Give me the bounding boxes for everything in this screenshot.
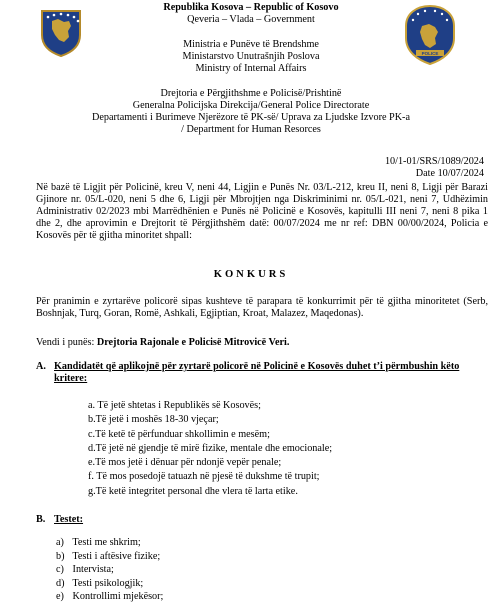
list-letter: a) xyxy=(56,537,64,548)
list-letter: c) xyxy=(56,564,64,576)
workplace-value: Drejtoria Rajonale e Policisë Mitrovicë Veri. xyxy=(96,337,290,348)
list-letter: b) xyxy=(56,550,65,562)
list-text: Kontrollimi mjekësor; xyxy=(72,591,164,603)
list-item xyxy=(56,590,163,604)
directorate-block xyxy=(60,88,442,136)
section-a-heading xyxy=(36,361,476,385)
directorate-line-1: Drejtoria e Përgjithshme e Policisë/Prishtinë xyxy=(160,88,342,99)
directorate-line-3: Departamenti i Burimeve Njerëzore të PK-së/ Uprava za Ljudske Izvore PK-a xyxy=(92,112,410,123)
list-text: Testi me shkrim; xyxy=(72,537,141,548)
intro-paragraph: Në bazë të Ligjit për Policinë, kreu V, neni 44, Ligjin e Punës Nr. 03/L-212, kreu II, neni 8, Ligji për Barazi Gjinore nr. 05/L-020, neni 5 dhe 6, Ligji për Mbrojtjen nga Diskriminimi nr. 05/L-021, neni 7, Udhëzimin Administrativ 02/2023 mbi Marrëdhënien e Punës në Policinë e Kosovës, kapitulli III neni 7, neni 8 pika 1 dhe 2, dhe aprovimin e Drejtorit të Përgjithshëm datë: 00/07/2024 me nr ref: DBN 00/00/2024, Policia e Kosovës për të gjitha minoritet shpall: xyxy=(36,182,488,242)
list-item xyxy=(56,577,163,591)
list-item xyxy=(56,536,163,550)
government-line: Qeveria – Vlada – Government xyxy=(187,14,315,25)
republic-line: Republika Kosova – Republic of Kosovo xyxy=(163,2,339,13)
list-item: a. Të jetë shtetas i Republikës së Kosovës; xyxy=(88,400,261,411)
section-b-title: Testet: xyxy=(54,514,84,525)
list-item: d.Të jetë në gjendje të mirë fizike, mentale dhe emocionale; xyxy=(88,442,333,454)
description-paragraph: Për pranimin e zyrtarëve policorë sipas kushteve të parapara të konkurrimit për të gjitha minoritetet (Serb, Boshnjak, Turq, Goran, Romë, Ashkali, Egjiptian, Kroat, Malazez, Maqedonas). xyxy=(36,296,488,320)
reference-block xyxy=(385,156,484,180)
list-item: b.Të jetë i moshës 18-30 vjeçar; xyxy=(88,414,219,426)
list-item: e.Të mos jetë i dënuar për ndonjë vepër penale; xyxy=(88,457,282,469)
list-text: Testi psikologjik; xyxy=(72,577,144,589)
document-title: KONKURS xyxy=(213,269,289,280)
kosovo-police-logo-icon xyxy=(402,4,458,66)
section-a-label: A. xyxy=(36,361,46,372)
list-item: f. Të mos posedojë tatuazh në pjesë të dukshme të trupit; xyxy=(88,471,320,483)
reference-date: Date 10/07/2024 xyxy=(415,168,484,180)
svg-text:POLICE: POLICE xyxy=(421,51,439,56)
list-letter: d) xyxy=(56,577,65,589)
directorate-line-4: / Department for Human Resorces xyxy=(181,124,321,135)
ministry-serbian: Ministarstvo Unutrašnjih Poslova xyxy=(182,51,320,62)
list-item xyxy=(56,563,163,577)
section-a-title: Kandidatët që aplikojnë për zyrtarë policorë në Policinë e Kosovës duhet t’i përmbushin këto kritere: xyxy=(54,361,460,384)
list-item xyxy=(56,550,163,564)
ministry-block xyxy=(140,39,362,75)
list-item: c.Të ketë të përfunduar shkollimin e mesëm; xyxy=(88,428,270,440)
list-text: Testi i aftësive fizike; xyxy=(72,550,161,562)
ministry-albanian: Ministria e Punëve të Brendshme xyxy=(183,39,319,50)
directorate-line-2: Generalna Policijska Direkcija/General Police Directorate xyxy=(132,100,370,111)
criteria-list xyxy=(88,399,332,499)
list-text: Intervista; xyxy=(72,564,114,576)
list-letter: e) xyxy=(56,591,64,603)
government-header xyxy=(140,2,362,26)
workplace-line xyxy=(36,337,289,348)
list-item: g.Të ketë integritet personal dhe vlera të larta etike. xyxy=(88,485,298,497)
workplace-label: Vendi i punës: xyxy=(36,337,97,348)
section-b-label: B. xyxy=(36,514,46,525)
kosovo-emblem-icon xyxy=(40,9,82,57)
ministry-english: Ministry of Internal Affairs xyxy=(195,63,307,74)
tests-list xyxy=(56,536,163,604)
reference-number: 10/1-01/SRS/1089/2024 xyxy=(384,156,484,167)
